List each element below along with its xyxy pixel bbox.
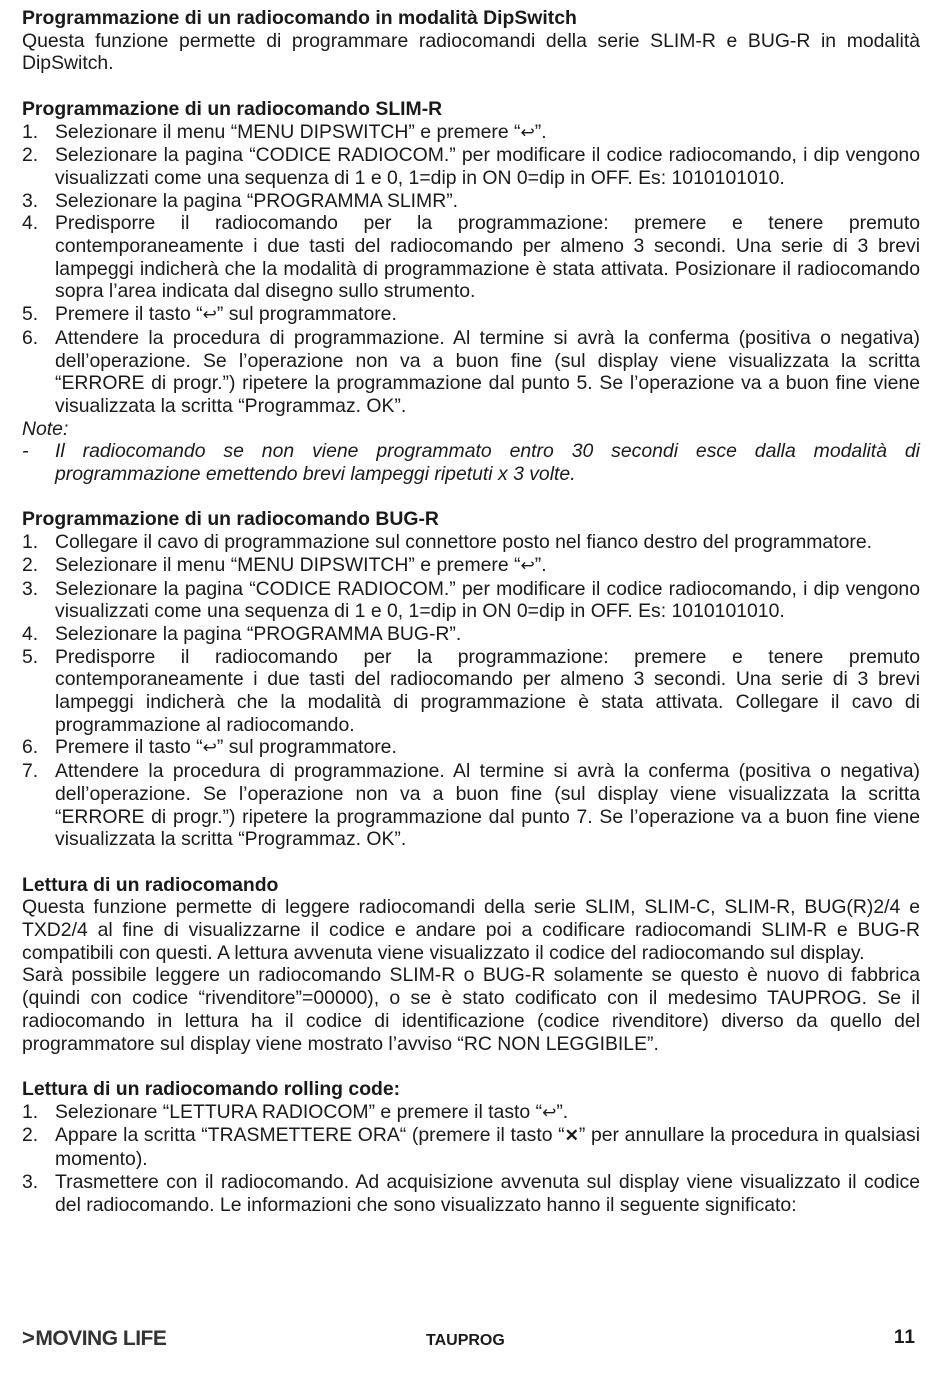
section-title: Programmazione di un radiocomando in modalità DipSwitch xyxy=(22,7,577,29)
brand-logo: >MOVING LIFE xyxy=(22,1325,167,1350)
item-text: Appare la scritta “TRASMETTERE ORA“ (premere il tasto “✕” per annullare la procedura in qualsiasi momento). xyxy=(55,1124,920,1171)
document-page xyxy=(22,7,920,1216)
item-text: Predisporre il radiocomando per la programmazione: premere e tenere premuto contemporaneamente i due tasti del radiocomando per almeno 3 secondi. Una serie di 3 brevi lampeggi indicherà che la modalità di programmazione è stata attivata. Collegare il cavo di programmazione al radiocomando. xyxy=(55,645,920,736)
list-item xyxy=(22,327,920,418)
item-text: Trasmettere con il radiocomando. Ad acquisizione avvenuta sul display viene visualizzato il codice del radiocomando. Le informazioni che sono visualizzato hanno il seguente significato: xyxy=(55,1170,920,1216)
item-text: Selezionare il menu “MENU DIPSWITCH” e premere “↩”. xyxy=(55,120,547,143)
enter-key-icon: ↩ xyxy=(202,738,217,758)
item-text: Attendere la procedura di programmazione. Al termine si avrà la conferma (positiva o negativa) dell’operazione. Se l’operazione non va a buon fine (sul display viene visualizzata la scritta “ERRORE di progr.”) ripetere la programmazione dal punto 7. Se l’operazione va a buon fine viene visualizzata la scritta “Programmaz. OK”. xyxy=(55,760,920,851)
item-number: 5. xyxy=(22,645,39,668)
item-number: 6. xyxy=(22,736,39,759)
item-text: Selezionare la pagina “PROGRAMMA SLIMR”. xyxy=(55,189,459,212)
item-text: Attendere la procedura di programmazione. Al termine si avrà la conferma (positiva o negativa) dell’operazione. Se l’operazione non va a buon fine (sul display viene visualizzata la scritta “ERRORE di progr.”) ripetere la programmazione dal punto 5. Se l’operazione va a buon fine viene visualizzata la scritta “Programmaz. OK”. xyxy=(55,326,920,417)
cancel-x-icon: ✕ xyxy=(564,1126,579,1146)
item-text: Collegare il cavo di programmazione sul connettore posto nel fianco destro del programmatore. xyxy=(55,531,872,554)
list-item xyxy=(22,554,920,578)
section-lettura xyxy=(22,874,920,1056)
section-dipswitch xyxy=(22,7,920,75)
page-number: 11 xyxy=(893,1327,916,1348)
page-footer xyxy=(22,1327,920,1351)
list-item xyxy=(22,1171,920,1216)
section-title: Programmazione di un radiocomando BUG-R xyxy=(22,508,439,531)
item-number: 2. xyxy=(22,144,39,167)
item-text: Selezionare la pagina “CODICE RADIOCOM.” per modificare il codice radiocomando, i dip vengono visualizzati come una sequenza di 1 e 0, 1=dip in ON 0=dip in OFF. Es: 1010101010. xyxy=(55,577,920,623)
item-number: 4. xyxy=(22,622,39,645)
item-number: 3. xyxy=(22,1170,39,1193)
enter-key-icon: ↩ xyxy=(542,1102,557,1122)
list-item xyxy=(22,760,920,851)
list-item xyxy=(22,578,920,623)
note-text: Il radiocomando se non viene programmato entro 30 secondi esce dalla modalità di programmazione emettendo brevi lampeggi ripetuti x 3 volte. xyxy=(55,440,920,486)
list-item xyxy=(22,646,920,737)
list-item xyxy=(22,212,920,303)
section-rolling-code xyxy=(22,1078,920,1216)
section-title: Lettura di un radiocomando xyxy=(22,873,279,896)
note-label: Note: xyxy=(22,417,69,440)
list-item xyxy=(22,190,920,213)
paragraph: Questa funzione permette di programmare radiocomandi della serie SLIM-R e BUG-R in modalità DipSwitch. xyxy=(22,29,920,75)
paragraph: Questa funzione permette di leggere radiocomandi della serie SLIM, SLIM-C, SLIM-R, BUG(R)2/4 e TXD2/4 al fine di visualizzarne il codice e andare poi a codificare radiocomandi SLIM-R e BUG-R compatibili con questi. A lettura avvenuta viene visualizzato il codice del radiocomando sul display. xyxy=(22,896,920,964)
item-number: 1. xyxy=(22,531,39,554)
item-text: Selezionare il menu “MENU DIPSWITCH” e premere “↩”. xyxy=(55,553,547,576)
list-item xyxy=(22,623,920,646)
list-item xyxy=(22,736,920,760)
item-text: Premere il tasto “↩” sul programmatore. xyxy=(55,736,397,759)
list-item xyxy=(22,1124,920,1170)
list-item xyxy=(22,1101,920,1125)
section-title: Programmazione di un radiocomando SLIM-R xyxy=(22,97,443,120)
item-number: 1. xyxy=(22,1100,39,1123)
enter-key-icon: ↩ xyxy=(520,122,535,142)
item-number: 6. xyxy=(22,326,39,349)
paragraph: Sarà possibile leggere un radiocomando SLIM-R o BUG-R solamente se questo è nuovo di fabbrica (quindi con codice “rivenditore”=00000), o se è stato codificato con il medesimo TAUPROG. Se il radiocomando in lettura ha il codice di identificazione (codice rivenditore) diverso da quello del programmatore sul display viene mostrato l’avviso “RC NON LEGGIBILE”. xyxy=(22,964,920,1055)
item-number: 3. xyxy=(22,189,39,212)
item-number: 4. xyxy=(22,212,39,235)
list-item xyxy=(22,303,920,327)
item-number: 5. xyxy=(22,303,39,326)
chevron-right-icon: > xyxy=(22,1325,35,1350)
list-item xyxy=(22,531,920,554)
item-number: 3. xyxy=(22,577,39,600)
enter-key-icon: ↩ xyxy=(520,555,535,575)
enter-key-icon: ↩ xyxy=(202,305,217,325)
note-dash: - xyxy=(22,440,29,463)
item-number: 2. xyxy=(22,553,39,576)
item-text: Selezionare la pagina “PROGRAMMA BUG-R”. xyxy=(55,622,462,645)
section-bugr xyxy=(22,508,920,851)
item-text: Premere il tasto “↩” sul programmatore. xyxy=(55,303,397,326)
section-title: Lettura di un radiocomando rolling code: xyxy=(22,1077,401,1100)
list-item xyxy=(22,121,920,145)
product-name: TAUPROG xyxy=(426,1332,505,1349)
item-text: Selezionare “LETTURA RADIOCOM” e premere il tasto “↩”. xyxy=(55,1100,569,1123)
item-text: Predisporre il radiocomando per la programmazione: premere e tenere premuto contemporaneamente i due tasti del radiocomando per almeno 3 secondi. Una serie di 3 brevi lampeggi indicherà che la modalità di programmazione è stata attivata. Posizionare il radiocomando sopra l’area indicata dal disegno sullo strumento. xyxy=(55,212,920,303)
item-number: 2. xyxy=(22,1124,39,1147)
note-item xyxy=(22,440,920,485)
item-number: 1. xyxy=(22,120,39,143)
section-slimr xyxy=(22,98,920,486)
item-text: Selezionare la pagina “CODICE RADIOCOM.” per modificare il codice radiocomando, i dip vengono visualizzati come una sequenza di 1 e 0, 1=dip in ON 0=dip in OFF. Es: 1010101010. xyxy=(55,144,920,189)
item-number: 7. xyxy=(22,760,39,783)
list-item xyxy=(22,144,920,189)
